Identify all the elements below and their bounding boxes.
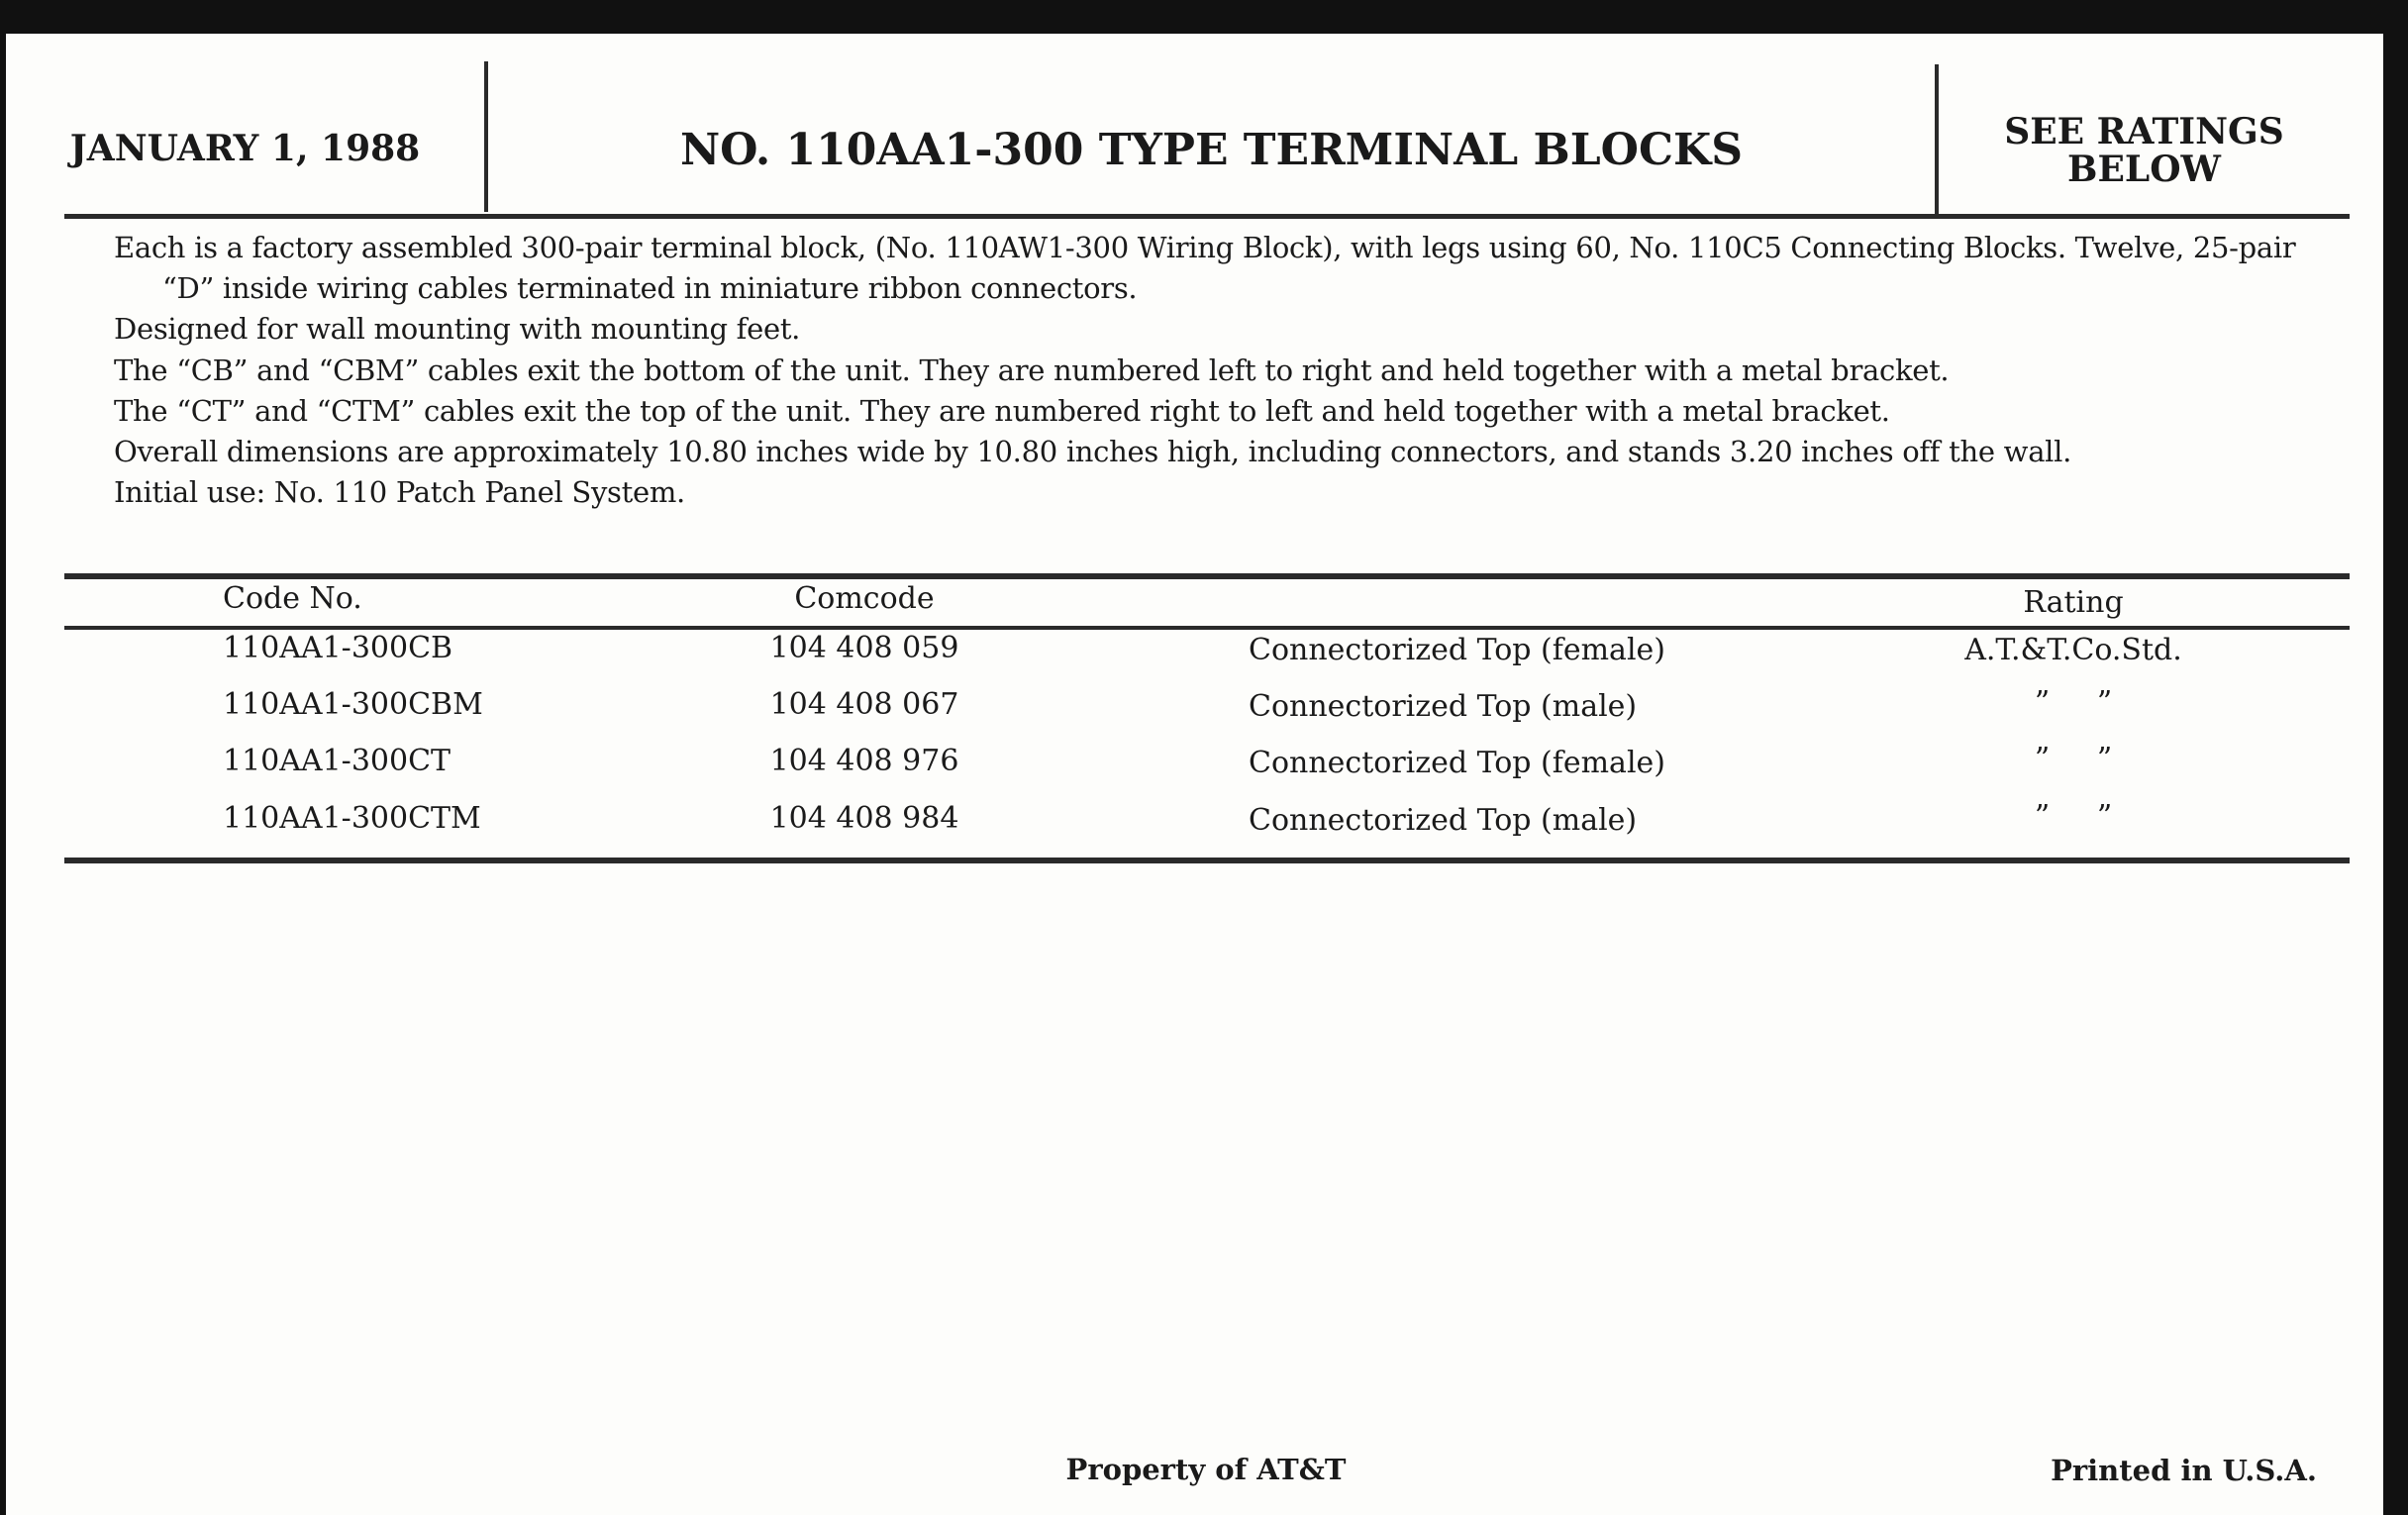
rating-note-line2: BELOW: [2067, 149, 2221, 190]
header-date: JANUARY 1, 1988: [69, 128, 421, 169]
code-cell: 110AA1-300CB: [223, 631, 453, 665]
code-cell: 110AA1-300CT: [223, 744, 452, 778]
rating-cell: ” ”: [2034, 742, 2113, 776]
description-line: “D” inside wiring cables terminated in miniature ribbon connectors.: [162, 271, 1138, 305]
footer-property: Property of AT&T: [1065, 1453, 1347, 1486]
comcode-cell: 104 408 067: [769, 687, 959, 722]
header-rule: [64, 214, 2350, 219]
column-header-rating: Rating: [2023, 585, 2124, 620]
page-title: NO. 110AA1-300 TYPE TERMINAL BLOCKS: [679, 125, 1744, 175]
footer-printed: Printed in U.S.A.: [2051, 1454, 2317, 1487]
description-line: The “CB” and “CBM” cables exit the bottom of the unit. They are numbered left to right and held together with a metal bracket.: [114, 354, 1950, 387]
rating-note-line1: SEE RATINGS: [2004, 111, 2284, 152]
table-top-rule: [64, 573, 2350, 579]
comcode-cell: 104 408 976: [769, 744, 959, 778]
code-cell: 110AA1-300CBM: [223, 687, 483, 722]
description-cell: Connectorized Top (male): [1249, 803, 1638, 838]
code-cell: 110AA1-300CTM: [223, 801, 481, 836]
column-header-comcode: Comcode: [794, 581, 935, 616]
comcode-cell: 104 408 984: [769, 801, 959, 836]
rating-cell: ” ”: [2034, 685, 2113, 720]
comcode-cell: 104 408 059: [769, 631, 959, 665]
description-cell: Connectorized Top (female): [1249, 633, 1665, 667]
description-line: Overall dimensions are approximately 10.80 inches wide by 10.80 inches high, including connectors, and stands 3.20 inches off the wall.: [114, 435, 2072, 468]
description-cell: Connectorized Top (female): [1249, 746, 1665, 780]
description-line: Designed for wall mounting with mounting feet.: [114, 312, 801, 346]
rating-cell: A.T.&T.Co.Std.: [1964, 633, 2182, 667]
rating-cell: ” ”: [2034, 799, 2113, 834]
description-line: The “CT” and “CTM” cables exit the top of the unit. They are numbered right to left and held together with a metal bracket.: [114, 394, 1890, 428]
description-line: Initial use: No. 110 Patch Panel System.: [114, 475, 685, 509]
document-page: [6, 34, 2383, 1515]
description-line: Each is a factory assembled 300-pair terminal block, (No. 110AW1-300 Wiring Block), with legs using 60, No. 110C5 Connecting Blocks. Twelve, 25-pair: [114, 231, 2296, 264]
column-header-code: Code No.: [223, 581, 362, 616]
description-cell: Connectorized Top (male): [1249, 689, 1638, 724]
table-bottom-rule: [64, 858, 2350, 863]
